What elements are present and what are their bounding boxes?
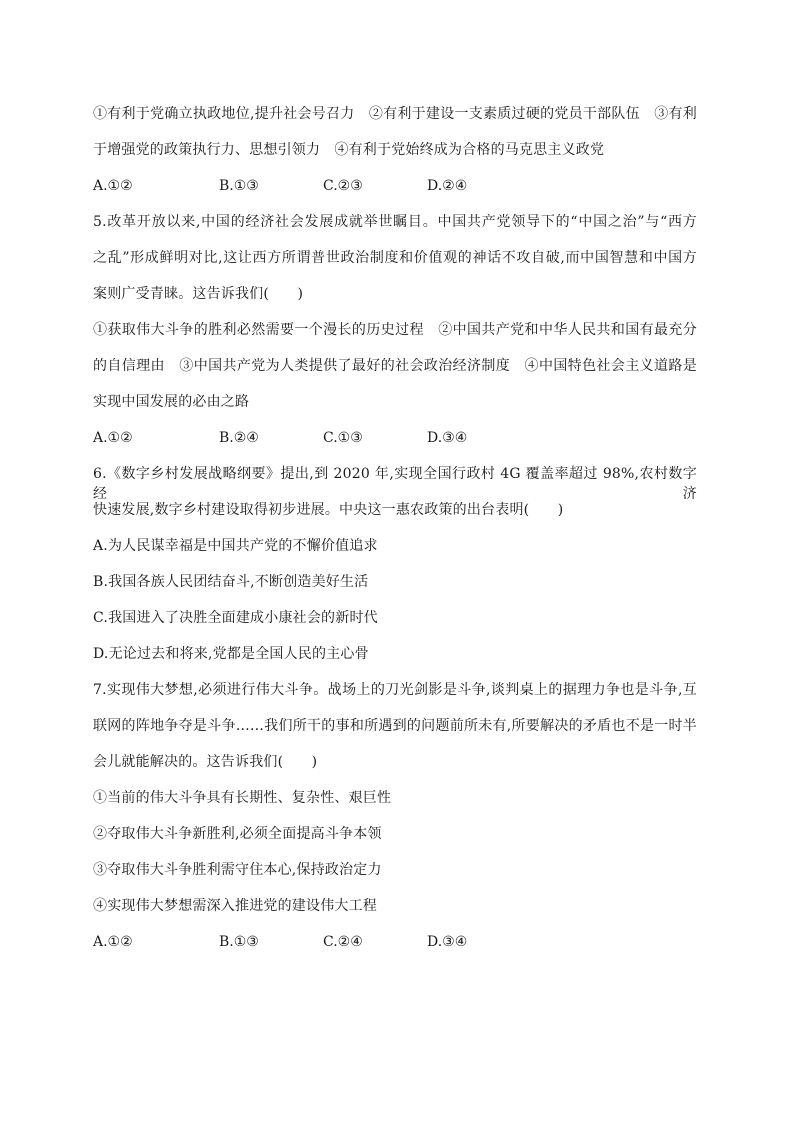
q5-statements-line-3: 实现中国发展的必由之路 <box>93 394 250 410</box>
q7-statement-1: ①当前的伟大斗争具有长期性、复杂性、艰巨性 <box>93 790 392 806</box>
q6-choice-d: D.无论过去和将来,党都是全国人民的主心骨 <box>93 646 369 662</box>
q5-statements-line-2: 的自信理由 ③中国共产党为人类提供了最好的社会政治经济制度 ④中国特色社会主义道路是 <box>93 358 697 374</box>
q7-option-d: D.③④ <box>427 934 468 950</box>
q7-stem-line-1: 7.实现伟大梦想,必须进行伟大斗争。战场上的刀光剑影是斗争,谈判桌上的据理力争也是斗争,互 <box>93 682 697 698</box>
q5-option-a: A.①② <box>93 430 133 446</box>
q4-option-a: A.①② <box>93 178 133 194</box>
q7-option-a: A.①② <box>93 934 133 950</box>
q6-choice-b: B.我国各族人民团结奋斗,不断创造美好生活 <box>93 574 369 590</box>
q5-statements-line-1: ①获取伟大斗争的胜利必然需要一个漫长的历史过程 ②中国共产党和中华人民共和国有最充分 <box>93 322 697 338</box>
q7-statement-3: ③夺取伟大斗争胜利需守住本心,保持政治定力 <box>93 862 382 878</box>
q5-stem-line-3: 案则广受青睐。这告诉我们( ) <box>93 286 304 302</box>
q6-stem-line-2: 快速发展,数字乡村建设取得初步进展。中央这一惠农政策的出台表明( ) <box>93 502 564 518</box>
q5-option-c: C.①③ <box>323 430 363 446</box>
q7-options <box>93 932 697 952</box>
q4-option-c: C.②③ <box>323 178 363 194</box>
q6-choice-a: A.为人民谋幸福是中国共产党的不懈价值追求 <box>93 538 378 554</box>
q4-options <box>93 176 697 196</box>
q5-option-d: D.③④ <box>427 430 468 446</box>
q7-statement-2: ②夺取伟大斗争新胜利,必须全面提高斗争本领 <box>93 826 382 842</box>
q5-options <box>93 428 697 448</box>
q7-option-c: C.②④ <box>323 934 363 950</box>
q7-statement-4: ④实现伟大梦想需深入推进党的建设伟大工程 <box>93 898 377 914</box>
q6-stem-line-1: 6.《数字乡村发展战略纲要》提出,到 2020 年,实现全国行政村 4G 覆盖率超过 98%,农村数字经济 <box>93 466 697 502</box>
q7-stem-line-3: 会儿就能解决的。这告诉我们( ) <box>93 754 318 770</box>
q7-option-b: B.①③ <box>219 934 259 950</box>
q4-option-b: B.①③ <box>219 178 259 194</box>
q5-option-b: B.②④ <box>219 430 259 446</box>
q4-option-d: D.②④ <box>427 178 468 194</box>
q5-stem-line-1: 5.改革开放以来,中国的经济社会发展成就举世瞩目。中国共产党领导下的“中国之治”与“西方 <box>93 214 697 230</box>
q6-choice-c: C.我国进入了决胜全面建成小康社会的新时代 <box>93 610 378 626</box>
q4-statements-line-2: 于增强党的政策执行力、思想引领力 ④有利于党始终成为合格的马克思主义政党 <box>93 142 605 158</box>
q4-statements-line-1: ①有利于党确立执政地位,提升社会号召力 ②有利于建设一支素质过硬的党员干部队伍 ③有利 <box>93 106 697 122</box>
q7-stem-line-2: 联网的阵地争夺是斗争……我们所干的事和所遇到的问题前所未有,所要解决的矛盾也不是一时半 <box>93 718 697 734</box>
q5-stem-line-2: 之乱”形成鲜明对比,这让西方所谓普世政治制度和价值观的神话不攻自破,而中国智慧和中国方 <box>93 250 697 266</box>
